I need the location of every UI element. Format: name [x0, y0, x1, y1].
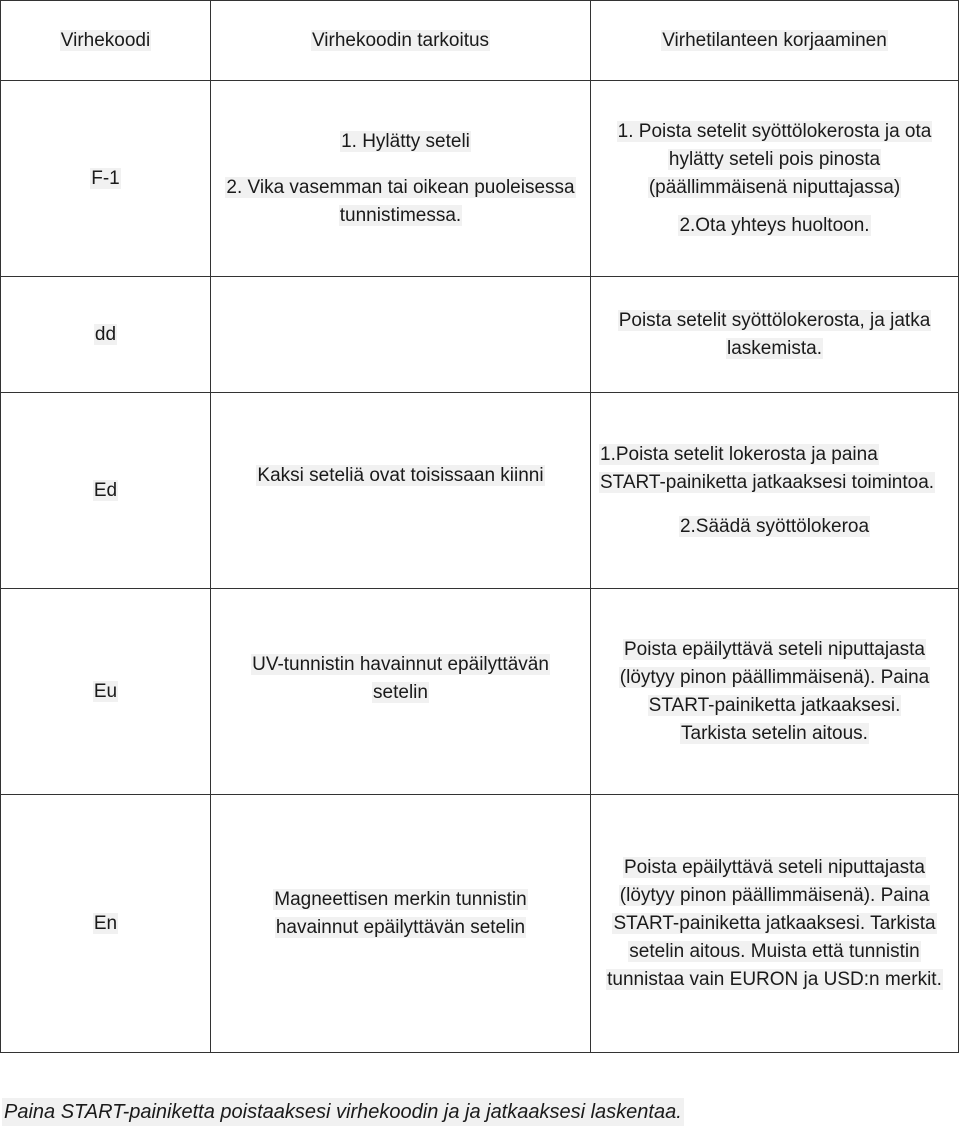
error-meaning-cell: UV-tunnistin havainnut epäilyttävän setelin — [211, 589, 591, 795]
error-fix-cell — [591, 795, 959, 1053]
meaning-line: 2. Vika vasemman tai oikean puoleisessa tunnistimessa. — [226, 176, 575, 226]
table-row — [1, 277, 959, 393]
error-code-cell — [1, 393, 211, 589]
header-cell-meaning — [211, 1, 591, 81]
error-fix-cell — [591, 589, 959, 795]
fix-line: 2.Säädä syöttölokeroa — [679, 515, 870, 537]
error-code-cell — [1, 795, 211, 1053]
error-meaning-cell: Magneettisen merkin tunnistin havainnut epäilyttävän setelin — [211, 795, 591, 1053]
error-code: dd — [94, 323, 117, 345]
error-code-cell — [1, 589, 211, 795]
fix-line: Poista epäilyttävä seteli niputtajasta (löytyy pinon päällimmäisenä). Paina START-painiketta jatkaaksesi. Tarkista setelin aitous. — [619, 638, 930, 744]
fix-line: Poista epäilyttävä seteli niputtajasta (löytyy pinon päällimmäisenä). Paina START-painiketta jatkaaksesi. Tarkista setelin aitous. Muista että tunnistin tunnistaa vain EURON ja USD:n merkit. — [607, 856, 942, 990]
table-row — [1, 81, 959, 277]
fix-line: 1.Poista setelit lokerosta ja paina START-painiketta jatkaaksesi toimintoa. — [600, 443, 935, 493]
error-code: Eu — [93, 680, 118, 702]
header-meaning-label: Virhekoodin tarkoitus — [311, 29, 490, 51]
fix-line: 2.Ota yhteys huoltoon. — [679, 214, 870, 236]
error-meaning-cell — [211, 81, 591, 277]
error-code: En — [93, 912, 118, 934]
error-meaning-cell: Kaksi seteliä ovat toisissaan kiinni — [211, 393, 591, 589]
header-fix-label: Virhetilanteen korjaaminen — [662, 29, 887, 51]
error-code-cell — [1, 277, 211, 393]
error-code: Ed — [93, 479, 118, 501]
header-code-label: Virhekoodi — [60, 29, 151, 51]
fix-line: 1. Poista setelit syöttölokerosta ja ota hylätty seteli pois pinosta (päällimmäisenä niputtajassa) — [617, 120, 932, 198]
fix-line: Poista setelit syöttölokerosta, ja jatka laskemista. — [618, 309, 931, 359]
error-fix-cell — [591, 393, 959, 589]
error-fix-cell — [591, 81, 959, 277]
error-meaning-cell — [211, 277, 591, 393]
error-code: F-1 — [91, 167, 120, 189]
error-fix-cell — [591, 277, 959, 393]
footer-note: Paina START-painiketta poistaaksesi virhekoodin ja ja jatkaaksesi laskentaa. — [2, 1098, 684, 1126]
meaning-line: 1. Hylätty seteli — [341, 130, 470, 152]
table-row — [1, 795, 959, 1053]
header-cell-fix — [591, 1, 959, 81]
table-header-row — [1, 1, 959, 81]
table-row — [1, 589, 959, 795]
table-row — [1, 393, 959, 589]
error-code-cell — [1, 81, 211, 277]
header-cell-code — [1, 1, 211, 81]
